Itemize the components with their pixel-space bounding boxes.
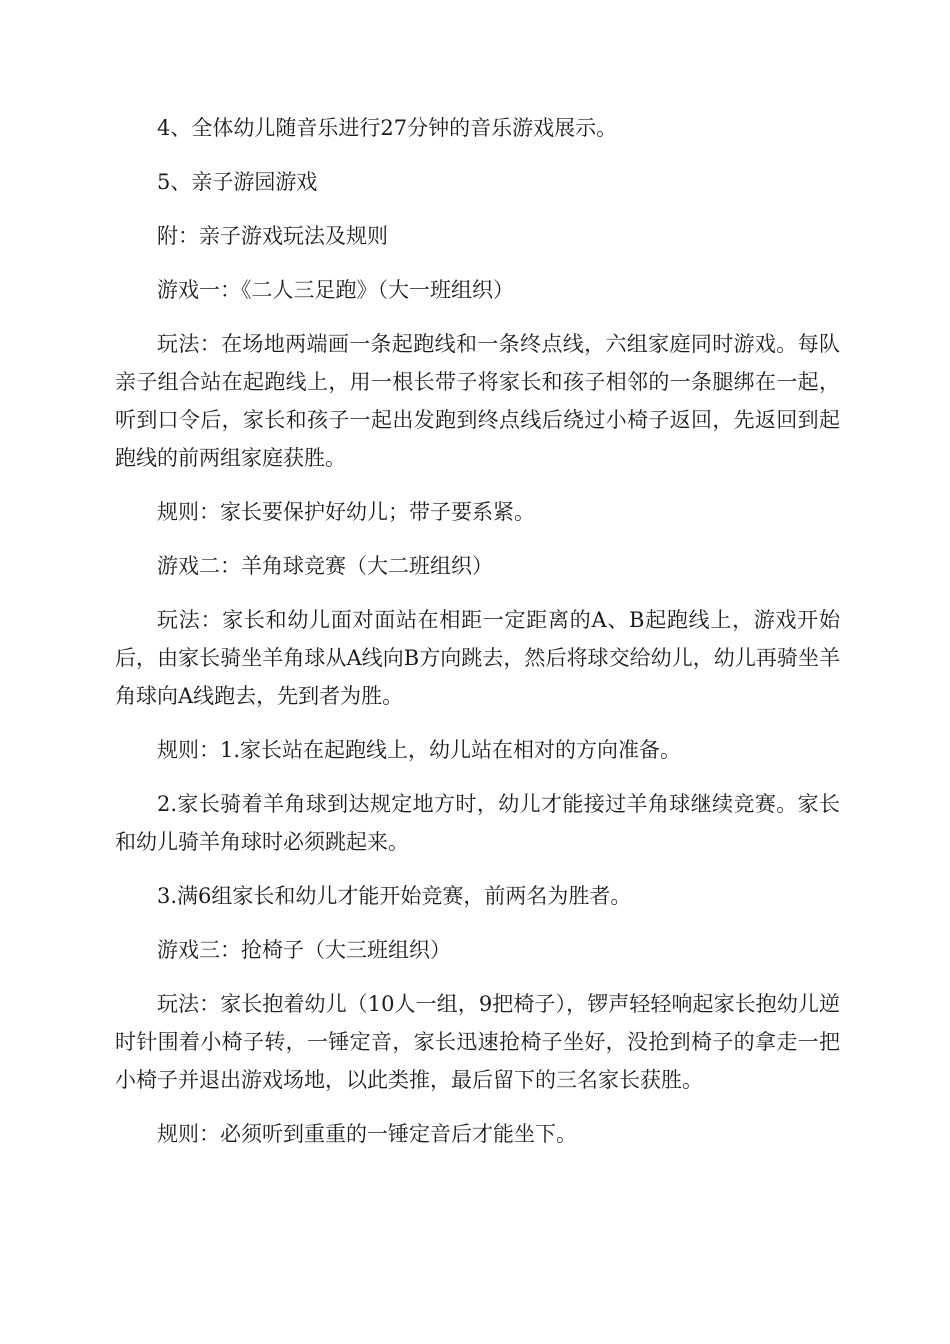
paragraph-game-one-play: 玩法：在场地两端画一条起跑线和一条终点线，六组家庭同时游戏。每队亲子组合站在起跑线上，用一根长带子将家长和孩子相邻的一条腿绑在一起，听到口令后，家长和孩子一起出发跑到终点线后绕过小椅子返回，先返回到起跑线的前两组家庭获胜。 — [115, 332, 840, 470]
paragraph-music-game-show: 4、全体幼儿随音乐进行27分钟的音乐游戏展示。 — [157, 116, 618, 140]
paragraph-game-two-play: 玩法：家长和幼儿面对面站在相距一定距离的A、B起跑线上，游戏开始后，由家长骑坐羊角球从A线向B方向跳去，然后将球交给幼儿，幼儿再骑坐羊角球向A线跑去，先到者为胜。 — [115, 608, 840, 708]
paragraph-game-one-rules: 规则：家长要保护好幼儿；带子要系紧。 — [157, 500, 535, 524]
paragraph-game-three-rules: 规则：必须听到重重的一锤定音后才能坐下。 — [157, 1122, 577, 1146]
paragraph-game-two-rule-1: 规则：1.家长站在起跑线上，幼儿站在相对的方向准备。 — [157, 738, 682, 762]
paragraph-game-three-title: 游戏三：抢椅子（大三班组织） — [157, 938, 451, 962]
paragraph-appendix-title: 附：亲子游戏玩法及规则 — [157, 224, 388, 248]
paragraph-game-two-rule-2: 2.家长骑着羊角球到达规定地方时，幼儿才能接过羊角球继续竞赛。家长和幼儿骑羊角球时必须跳起来。 — [115, 792, 840, 854]
document-body — [115, 109, 840, 1169]
paragraph-game-two-rule-3: 3.满6组家长和幼儿才能开始竞赛，前两名为胜者。 — [157, 884, 632, 908]
paragraph-game-three-play: 玩法：家长抱着幼儿（10人一组，9把椅子），锣声轻轻响起家长抱幼儿逆时针围着小椅子转，一锤定音，家长迅速抢椅子坐好，没抢到椅子的拿走一把小椅子并退出游戏场地，以此类推，最后留下的三名家长获胜。 — [115, 992, 840, 1092]
paragraph-parent-child-games: 5、亲子游园游戏 — [157, 170, 318, 194]
paragraph-game-two-title: 游戏二：羊角球竞赛（大二班组织） — [157, 554, 493, 578]
paragraph-game-one-title: 游戏一：《二人三足跑》（大一班组织） — [157, 278, 514, 302]
